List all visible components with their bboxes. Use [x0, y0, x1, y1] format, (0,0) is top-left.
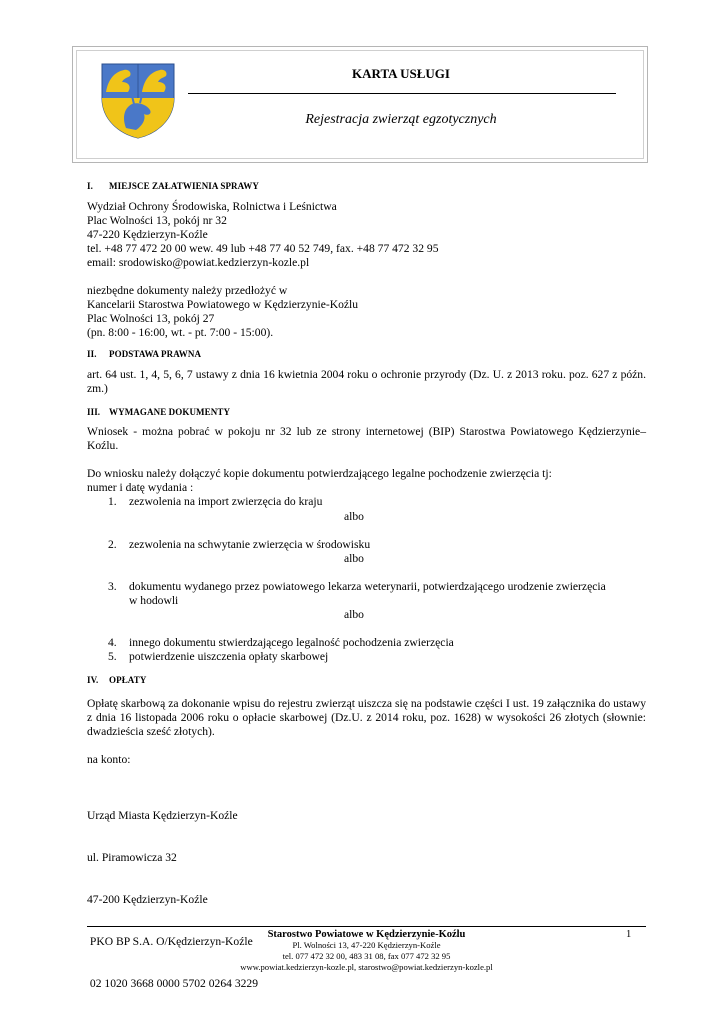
office-address [87, 200, 646, 270]
section-heading-2 [87, 349, 201, 359]
email-line: email: srodowisko@powiat.kedzierzyn-kozle.pl [87, 256, 310, 269]
footer-line: www.powiat.kedzierzyn-kozle.pl, starostwo@powiat.kedzierzyn-kozle.pl [240, 962, 493, 972]
list-item [108, 495, 322, 509]
albo-separator: albo [344, 552, 364, 565]
section-number: II. [87, 349, 97, 359]
account-line: Urząd Miasta Kędzierzyn-Koźle [87, 809, 238, 822]
address-line: 47-220 Kędzierzyn-Koźle [87, 228, 208, 241]
list-text: innego dokumentu stwierdzającego legalność pochodzenia zwierzęcia [129, 636, 454, 649]
list-text: potwierdzenie uiszczenia opłaty skarbowej [129, 650, 329, 663]
list-number: 5. [108, 650, 117, 663]
list-number: 3. [108, 580, 117, 593]
account-number: 02 1020 3668 0000 5702 0264 3229 [87, 977, 259, 990]
fee-text: Opłatę skarbową za dokonanie wpisu do rejestru zwierząt uiszcza się na podstawie części I ust. 19 załącznika do ustawy z dnia 16 listopada 2006 roku o opłacie skarbowej (Dz.U. z 2014 roku, poz. 1628) w wysokości 26 złotych (słownie: dwadzieścia sześć złotych). [87, 697, 646, 738]
list-text: zezwolenia na import zwierzęcia do kraju [129, 495, 323, 508]
account-line: 47-200 Kędzierzyn-Koźle [87, 893, 208, 906]
text-line: Plac Wolności 13, pokój 27 [87, 312, 215, 325]
address-line: Wydział Ochrony Środowiska, Rolnictwa i Leśnictwa [87, 200, 337, 213]
albo-separator: albo [344, 510, 364, 523]
list-number: 1. [108, 495, 117, 508]
section-title: OPŁATY [109, 675, 147, 685]
page-number: 1 [626, 929, 632, 940]
text-line: (pn. 8:00 - 16:00, wt. - pt. 7:00 - 15:00). [87, 326, 274, 339]
footer [87, 929, 646, 973]
account-label: na konto: [87, 753, 131, 766]
footer-divider [87, 926, 646, 927]
application-info-text: Wniosek - można pobrać w pokoju nr 32 lub ze strony internetowej (BIP) Starostwa Powiatowego Kędzierzynie– Koźlu. [87, 425, 646, 452]
address-line: Plac Wolności 13, pokój nr 32 [87, 214, 227, 227]
footer-line: tel. 077 472 32 00, 483 31 08, fax 077 472 32 95 [282, 951, 451, 961]
office-hours-block [87, 284, 646, 340]
list-item [108, 580, 606, 594]
list-text-continuation: w hodowli [129, 594, 179, 607]
text-line: numer i datę wydania : [87, 481, 194, 494]
section-number: I. [87, 181, 93, 191]
page-title: KARTA USŁUGI [352, 66, 450, 81]
section-number: IV. [87, 675, 99, 685]
section-title: PODSTAWA PRAWNA [109, 349, 202, 359]
attachment-intro [87, 467, 646, 495]
legal-basis-text: art. 64 ust. 1, 4, 5, 6, 7 ustawy z dnia 16 kwietnia 2004 roku o ochronie przyrody (Dz. U. z 2013 roku. poz. 627 z późn. zm.) [87, 368, 646, 395]
account-line: ul. Piramowicza 32 [87, 851, 177, 864]
footer-title: Starostwo Powiatowe w Kędzierzynie-Koźlu [267, 929, 466, 940]
section-heading-1 [87, 181, 259, 191]
section-title: MIEJSCE ZAŁATWIENIA SPRAWY [109, 181, 259, 191]
footer-line: Pl. Wolności 13, 47-220 Kędzierzyn-Koźle [292, 940, 441, 950]
section-title: WYMAGANE DOKUMENTY [109, 407, 231, 417]
section-heading-4 [87, 675, 146, 685]
address-line: tel. +48 77 472 20 00 wew. 49 lub +48 77 40 52 749, fax. +48 77 472 32 95 [87, 242, 439, 255]
text-line: niezbędne dokumenty należy przedłożyć w [87, 284, 288, 297]
list-number: 2. [108, 538, 117, 551]
albo-separator: albo [344, 608, 364, 621]
section-number: III. [87, 407, 101, 417]
list-item [108, 650, 328, 664]
page-subtitle: Rejestracja zwierząt egzotycznych [305, 112, 497, 127]
list-text: zezwolenia na schwytanie zwierzęcia w środowisku [129, 538, 371, 551]
list-text: dokumentu wydanego przez powiatowego lekarza weterynarii, potwierdzającego urodzenie zwierzęcia [129, 580, 606, 593]
list-item [108, 538, 370, 552]
title-divider [188, 93, 616, 94]
coat-of-arms-icon [98, 60, 178, 140]
list-number: 4. [108, 636, 117, 649]
list-item [108, 636, 454, 650]
section-heading-3 [87, 407, 230, 417]
text-line: Kancelarii Starostwa Powiatowego w Kędzierzynie-Koźlu [87, 298, 359, 311]
account-line: PKO BP S.A. O/Kędzierzyn-Koźle [87, 935, 253, 948]
text-line: Do wniosku należy dołączyć kopie dokumentu potwierdzającego legalne pochodzenie zwierzęcia tj: [87, 467, 552, 480]
